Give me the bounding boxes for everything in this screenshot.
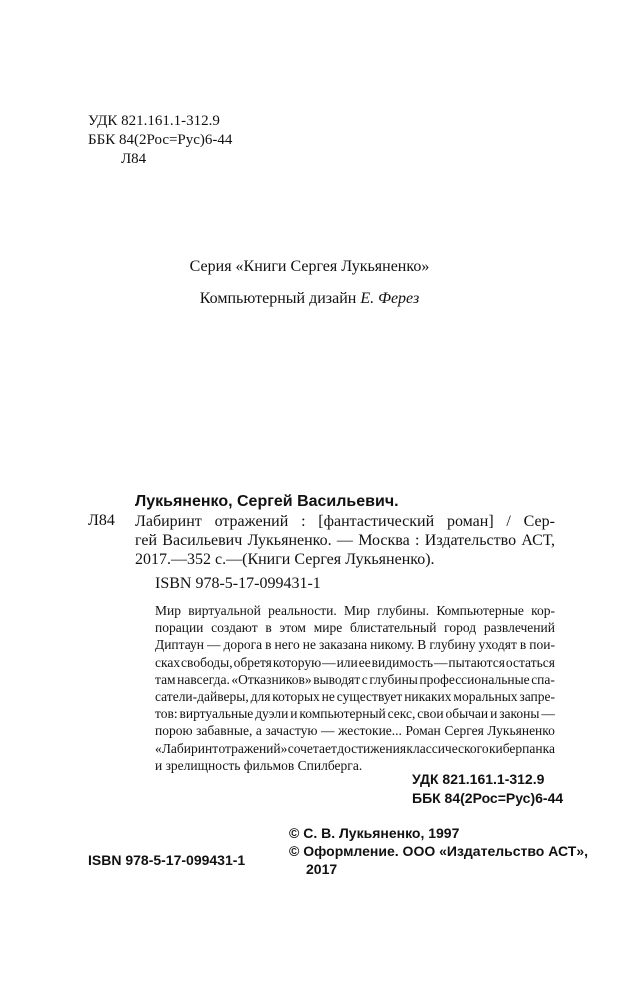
word: существует — [336, 689, 403, 705]
udk-code-bottom: УДК 821.161.1-312.9 — [412, 771, 545, 787]
word: уходят — [478, 637, 517, 653]
word: : — [301, 513, 306, 530]
word: в — [519, 637, 527, 653]
word: мире — [313, 620, 343, 636]
word: 352 с. — [187, 551, 227, 568]
word: Мир — [343, 603, 370, 618]
word: создают — [211, 620, 258, 636]
word: моральных — [453, 689, 518, 705]
word: которых — [272, 689, 320, 705]
word: и зрелищность фильмов Спилберга. — [155, 757, 363, 773]
word: никаких — [404, 689, 452, 705]
annotation-line — [155, 602, 555, 619]
word: этом — [279, 620, 306, 636]
copyright-author: © С. В. Лукьяненко, 1997 — [289, 825, 460, 841]
bibliographic-line — [135, 512, 555, 531]
word: [фантастический — [318, 513, 435, 530]
word: порации — [155, 620, 204, 636]
word: развлечений — [483, 620, 555, 636]
design-label: Компьютерный дизайн — [199, 290, 357, 307]
word: там — [155, 671, 176, 687]
word: — — [171, 551, 187, 568]
annotation-line — [155, 636, 555, 653]
word: кор- — [531, 603, 555, 618]
word: сках — [155, 654, 181, 670]
word: : — [415, 532, 420, 549]
word: законы — [499, 706, 540, 722]
isbn-bottom: ISBN 978-5-17-099431-1 — [88, 852, 246, 868]
word: пытаются — [448, 654, 505, 670]
word: видимость — [371, 654, 434, 670]
word: отражений — [214, 513, 289, 530]
word: профессиональные — [419, 671, 530, 687]
word: роман] — [446, 513, 494, 530]
word: Васильевич — [162, 532, 243, 549]
annotation-line — [155, 705, 555, 722]
annotation-line — [155, 671, 555, 688]
copyright-design: © Оформление. ООО «Издательство АСТ», — [289, 843, 588, 859]
word: (Книги Сергея Лукьяненко). — [242, 551, 435, 568]
word: свои — [417, 706, 444, 722]
word: виртуальные — [179, 706, 254, 722]
udk-code: УДК 821.161.1-312.9 — [88, 113, 220, 129]
word: и — [490, 706, 498, 722]
word: а — [255, 723, 262, 739]
word: — — [322, 654, 336, 670]
word: порою — [155, 723, 193, 739]
word: Компьютерные — [436, 603, 524, 618]
word: в — [265, 637, 272, 653]
bbk-code: ББК 84(2Рос=Рус)6-44 — [88, 132, 233, 148]
word: 2017. — [135, 551, 171, 568]
word: компьютерный — [299, 706, 386, 722]
word: АСТ, — [521, 532, 555, 549]
word: достижения — [337, 740, 407, 756]
word: гей — [135, 532, 158, 549]
bibliographic-line — [135, 531, 555, 550]
word: дорога — [223, 637, 263, 653]
word: жестокие... — [338, 723, 402, 739]
bibliographic-line — [135, 550, 555, 569]
word: «Лабиринт — [155, 740, 219, 756]
word: Лукьяненко. — [247, 532, 332, 549]
word: в — [265, 620, 272, 636]
word: для — [250, 689, 271, 705]
word: не — [302, 637, 316, 653]
word: зачастую — [265, 723, 318, 739]
word: заказана — [318, 637, 368, 653]
word: Издательство — [424, 532, 517, 549]
word: Диптаун — [155, 637, 205, 653]
word: Сер- — [523, 513, 555, 530]
word: Лукьяненко — [487, 723, 555, 739]
word: — — [321, 723, 335, 739]
word: киберпанка — [488, 740, 555, 756]
annotation-paragraph — [155, 602, 555, 774]
word: сочетает — [287, 740, 337, 756]
word: запре- — [519, 689, 555, 705]
word: и — [290, 706, 298, 722]
word: которую — [272, 654, 322, 670]
word: секс, — [387, 706, 416, 722]
word: ее — [358, 654, 371, 670]
copyright-year: 2017 — [306, 861, 338, 877]
word: забавные, — [196, 723, 253, 739]
word: виртуальной — [188, 603, 261, 618]
author-mark: Л84 — [121, 151, 147, 167]
word: с — [361, 671, 368, 687]
word: глубины — [369, 671, 418, 687]
word: — — [541, 706, 555, 722]
annotation-line — [155, 619, 555, 636]
designer-name: Е. Ферез — [360, 290, 420, 307]
isbn-line: ISBN 978-5-17-099431-1 — [155, 575, 321, 592]
word: Роман — [405, 723, 441, 739]
word: сатели-дайверы, — [155, 689, 249, 705]
bibliographic-author: Лукьяненко, Сергей Васильевич. — [135, 493, 399, 510]
word: В — [417, 637, 427, 653]
word: Мир — [155, 603, 181, 618]
classification-codes-bottom — [412, 770, 563, 808]
word: пои- — [529, 637, 555, 653]
copyright-block — [289, 824, 588, 878]
word: глубины. — [377, 603, 430, 618]
word: — — [433, 654, 448, 670]
series-line: Серия «Книги Сергея Лукьяненко» — [189, 258, 430, 275]
word: Лабиринт — [135, 513, 202, 530]
word: блистательный — [349, 620, 437, 636]
word: навсегда. — [177, 671, 230, 687]
word: — — [226, 551, 243, 568]
annotation-line — [155, 654, 555, 671]
design-credit — [0, 290, 619, 308]
word: тов: — [155, 706, 178, 722]
classification-codes-top — [88, 112, 232, 169]
word: Москва — [358, 532, 410, 549]
word: или — [336, 654, 358, 670]
word: реальности. — [268, 603, 337, 618]
word: обретя — [233, 654, 272, 670]
word: «Отказников» — [231, 671, 312, 687]
bibliographic-description — [135, 512, 555, 569]
annotation-line — [155, 688, 555, 705]
word: спа- — [531, 671, 555, 687]
word: не — [321, 689, 335, 705]
annotation-line — [155, 740, 555, 757]
word: обычаи — [445, 706, 489, 722]
word: выводят — [313, 671, 361, 687]
word: классического — [406, 740, 489, 756]
word: отражений» — [218, 740, 288, 756]
word: город — [444, 620, 477, 636]
annotation-line — [155, 722, 555, 739]
bibliographic-author-mark: Л84 — [88, 512, 115, 529]
word: него — [274, 637, 300, 653]
word: — — [207, 637, 221, 653]
word: Сергея — [444, 723, 484, 739]
word: дуэли — [255, 706, 289, 722]
word: свободы, — [181, 654, 233, 670]
word: глубину — [429, 637, 476, 653]
word: — — [336, 532, 353, 549]
word: никому. — [370, 637, 415, 653]
bbk-code-bottom: ББК 84(2Рос=Рус)6-44 — [412, 790, 564, 806]
word: / — [506, 513, 511, 530]
word: остаться — [505, 654, 555, 670]
